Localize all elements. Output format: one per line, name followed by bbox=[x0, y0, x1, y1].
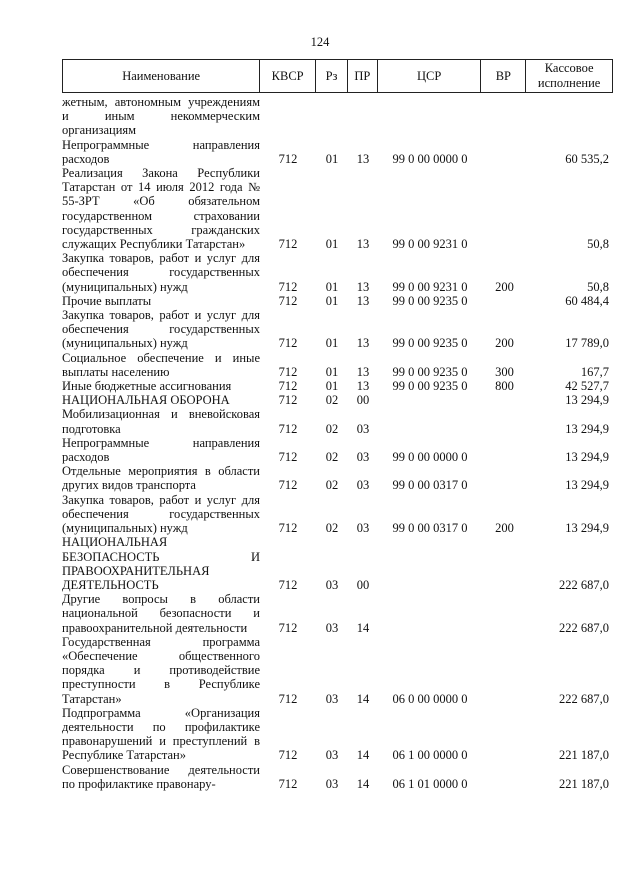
row-kvsr: 712 bbox=[278, 478, 298, 493]
table-row bbox=[62, 393, 613, 407]
row-rz: 01 bbox=[325, 379, 339, 394]
row-csr: 99 0 00 9231 0 bbox=[392, 279, 468, 294]
row-pr: 13 bbox=[356, 336, 370, 351]
row-name: Отдельные мероприятия в области других видов транспорта bbox=[62, 464, 260, 493]
header-rz: Рз bbox=[316, 60, 348, 92]
row-rz: 02 bbox=[325, 450, 339, 465]
row-pr: 00 bbox=[356, 393, 370, 408]
header-pr: ПР bbox=[348, 60, 378, 92]
row-name: жетным, автономным учреждениям и иным некоммерческим организациям bbox=[62, 95, 260, 138]
table-row bbox=[62, 493, 613, 536]
row-pr: 14 bbox=[356, 776, 370, 791]
row-csr: 99 0 00 9235 0 bbox=[392, 336, 468, 351]
row-rz: 01 bbox=[325, 293, 339, 308]
row-pr: 13 bbox=[356, 364, 370, 379]
row-name: Подпрограмма «Организация деятельности по профилактике правонарушений и преступлений в Республике Татарстан» bbox=[62, 705, 260, 763]
row-kvsr: 712 bbox=[278, 450, 298, 465]
table-row bbox=[62, 138, 613, 166]
row-amount: 13 294,9 bbox=[565, 521, 609, 536]
row-pr: 13 bbox=[356, 293, 370, 308]
row-amount: 13 294,9 bbox=[565, 478, 609, 493]
row-name: Реализация Закона Республики Татарстан от 14 июля 2012 года № 55-ЗРТ «Об обязательном государственном страховании государственных гражданских служащих Республики Татарстан» bbox=[62, 166, 260, 252]
row-kvsr: 712 bbox=[278, 393, 298, 408]
row-rz: 03 bbox=[325, 577, 339, 592]
row-amount: 221 187,0 bbox=[559, 748, 609, 763]
table-header bbox=[62, 59, 613, 93]
row-name: Закупка товаров, работ и услуг для обеспечения государственных (муниципальных) нужд bbox=[62, 308, 260, 351]
row-csr: 06 1 01 0000 0 bbox=[392, 776, 468, 791]
row-rz: 02 bbox=[325, 521, 339, 536]
header-csr: ЦСР bbox=[378, 60, 482, 92]
row-csr: 99 0 00 9235 0 bbox=[392, 364, 468, 379]
row-kvsr: 712 bbox=[278, 336, 298, 351]
header-kvsr: КВСР bbox=[260, 60, 316, 92]
row-pr: 03 bbox=[356, 450, 370, 465]
row-kvsr: 712 bbox=[278, 776, 298, 791]
row-csr: 06 1 00 0000 0 bbox=[392, 748, 468, 763]
row-amount: 222 687,0 bbox=[559, 691, 609, 706]
row-pr: 13 bbox=[356, 237, 370, 252]
row-pr: 03 bbox=[356, 521, 370, 536]
row-amount: 50,8 bbox=[587, 237, 609, 252]
table-row bbox=[62, 464, 613, 492]
row-amount: 13 294,9 bbox=[565, 393, 609, 408]
row-pr: 14 bbox=[356, 620, 370, 635]
row-amount: 17 789,0 bbox=[565, 336, 609, 351]
row-pr: 14 bbox=[356, 748, 370, 763]
row-amount: 222 687,0 bbox=[559, 620, 609, 635]
row-rz: 02 bbox=[325, 478, 339, 493]
row-rz: 01 bbox=[325, 336, 339, 351]
row-amount: 42 527,7 bbox=[565, 379, 609, 394]
row-pr: 00 bbox=[356, 577, 370, 592]
table-row bbox=[62, 592, 613, 635]
row-csr: 99 0 00 0317 0 bbox=[392, 521, 468, 536]
row-name: Иные бюджетные ассигнования bbox=[62, 379, 232, 394]
table-row bbox=[62, 166, 613, 251]
row-name: Закупка товаров, работ и услуг для обеспечения государственных (муниципальных) нужд bbox=[62, 492, 260, 536]
row-csr: 99 0 00 0317 0 bbox=[392, 478, 468, 493]
row-kvsr: 712 bbox=[278, 237, 298, 252]
row-vr: 200 bbox=[495, 336, 514, 351]
row-amount: 13 294,9 bbox=[565, 450, 609, 465]
row-vr: 300 bbox=[495, 364, 514, 379]
table-row bbox=[62, 351, 613, 379]
row-amount: 50,8 bbox=[587, 279, 609, 294]
row-pr: 03 bbox=[356, 478, 370, 493]
row-csr: 99 0 00 0000 0 bbox=[392, 151, 468, 166]
row-rz: 03 bbox=[325, 776, 339, 791]
row-csr: 99 0 00 0000 0 bbox=[392, 450, 468, 465]
table-row bbox=[62, 379, 613, 393]
row-rz: 01 bbox=[325, 237, 339, 252]
row-name: Государственная программа «Обеспечение общественного порядка и противодействие преступности в Республике Татарстан» bbox=[62, 634, 260, 706]
table-row bbox=[62, 294, 613, 308]
row-amount: 221 187,0 bbox=[559, 776, 609, 791]
row-kvsr: 712 bbox=[278, 293, 298, 308]
row-amount: 60 535,2 bbox=[565, 151, 609, 166]
row-amount: 167,7 bbox=[580, 364, 609, 379]
row-pr: 03 bbox=[356, 421, 370, 436]
row-vr: 200 bbox=[495, 279, 514, 294]
row-rz: 01 bbox=[325, 364, 339, 379]
row-name: Другие вопросы в области национальной безопасности и правоохранительной деятельности bbox=[62, 592, 260, 635]
row-pr: 13 bbox=[356, 379, 370, 394]
table-row bbox=[62, 535, 613, 592]
row-rz: 01 bbox=[325, 279, 339, 294]
table-row bbox=[62, 635, 613, 706]
row-name: Мобилизационная и вневойсковая подготовка bbox=[62, 407, 260, 436]
row-name: Непрограммные направления расходов bbox=[62, 137, 260, 166]
row-kvsr: 712 bbox=[278, 748, 298, 763]
table-row bbox=[62, 95, 613, 138]
row-vr: 800 bbox=[495, 379, 514, 394]
row-kvsr: 712 bbox=[278, 151, 298, 166]
row-rz: 03 bbox=[325, 620, 339, 635]
row-name: Прочие выплаты bbox=[62, 293, 152, 308]
row-csr: 99 0 00 9235 0 bbox=[392, 293, 468, 308]
row-rz: 03 bbox=[325, 748, 339, 763]
row-pr: 14 bbox=[356, 691, 370, 706]
row-rz: 02 bbox=[325, 421, 339, 436]
row-csr: 06 0 00 0000 0 bbox=[392, 691, 468, 706]
row-amount: 222 687,0 bbox=[559, 577, 609, 592]
header-name: Наименование bbox=[63, 60, 260, 92]
table-row bbox=[62, 436, 613, 464]
table-row bbox=[62, 763, 613, 791]
header-amount: Кассовое исполнение bbox=[537, 61, 601, 90]
table-row bbox=[62, 308, 613, 351]
row-vr: 200 bbox=[495, 521, 514, 536]
row-name: Непрограммные направления расходов bbox=[62, 435, 260, 465]
header-vr: ВР bbox=[481, 60, 526, 92]
row-rz: 03 bbox=[325, 691, 339, 706]
row-name: Закупка товаров, работ и услуг для обеспечения государственных (муниципальных) нужд bbox=[62, 251, 260, 294]
row-kvsr: 712 bbox=[278, 620, 298, 635]
row-name: Совершенствование деятельности по профилактике правонару- bbox=[62, 762, 260, 791]
table-row bbox=[62, 407, 613, 435]
row-kvsr: 712 bbox=[278, 364, 298, 379]
row-amount: 13 294,9 bbox=[565, 421, 609, 436]
row-name: НАЦИОНАЛЬНАЯ ОБОРОНА bbox=[62, 393, 230, 408]
row-kvsr: 712 bbox=[278, 421, 298, 436]
row-csr: 99 0 00 9235 0 bbox=[392, 379, 468, 394]
row-kvsr: 712 bbox=[278, 521, 298, 536]
table-row bbox=[62, 706, 613, 763]
row-kvsr: 712 bbox=[278, 577, 298, 592]
row-kvsr: 712 bbox=[278, 691, 298, 706]
row-kvsr: 712 bbox=[278, 379, 298, 394]
table-row bbox=[62, 251, 613, 294]
row-name: НАЦИОНАЛЬНАЯ БЕЗОПАСНОСТЬ И ПРАВООХРАНИТЕЛЬНАЯ ДЕЯТЕЛЬНОСТЬ bbox=[62, 535, 260, 592]
row-csr: 99 0 00 9231 0 bbox=[392, 237, 468, 252]
table-body bbox=[62, 95, 613, 791]
row-pr: 13 bbox=[356, 151, 370, 166]
row-amount: 60 484,4 bbox=[565, 293, 609, 308]
row-kvsr: 712 bbox=[278, 279, 298, 294]
row-rz: 02 bbox=[325, 393, 339, 408]
row-rz: 01 bbox=[325, 151, 339, 166]
row-name: Социальное обеспечение и иные выплаты населению bbox=[62, 350, 260, 379]
row-pr: 13 bbox=[356, 279, 370, 294]
page-number: 124 bbox=[310, 35, 330, 49]
